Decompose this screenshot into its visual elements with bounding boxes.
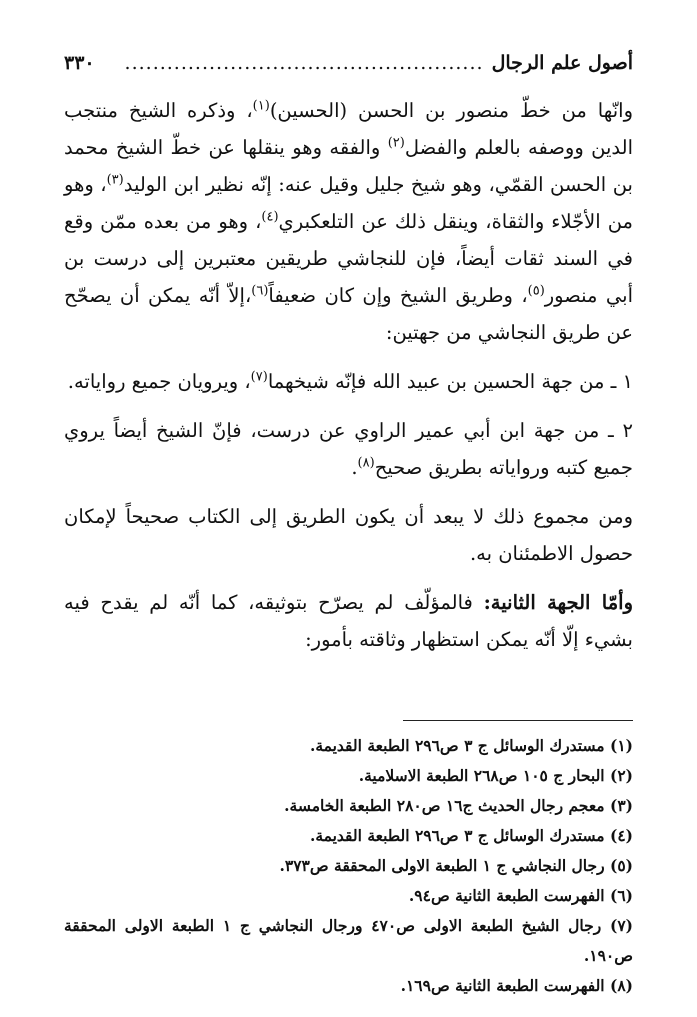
running-title: أصول علم الرجال: [491, 52, 633, 74]
text-run: ، ويرويان جميع رواياته.: [67, 370, 251, 393]
paragraph: [64, 363, 633, 400]
footnote-reference: (٥): [527, 283, 545, 299]
section-lead: وأمّا الجهة الثانية:: [483, 591, 633, 614]
footnote-reference: (٣): [106, 172, 124, 188]
text-run: ،إلاّ أنّه يمكن أن يصحّح عن طريق النجاشي من جهتين:: [64, 284, 633, 344]
footnote: (٦) الفهرست الطبعة الثانية ص٩٤.: [408, 886, 633, 905]
footnote: (٤) مستدرك الوسائل ج ٣ ص٢٩٦ الطبعة القديمة.: [309, 826, 633, 845]
main-text: [64, 92, 633, 658]
footnote: (٧) رجال الشيخ الطبعة الاولى ص٤٧٠ ورجال النجاشي ج ١ الطبعة الاولى المحققة ص١٩٠.: [64, 916, 633, 965]
page-number: ٣٣٠: [64, 52, 95, 74]
text-run: .: [351, 456, 358, 479]
paragraph: [64, 584, 633, 658]
footnote-separator: [403, 720, 633, 721]
text-run: والفقه وهو ينقلها عن خطّ الشيخ محمد بن الحسن القمّي، وهو شيخ جليل وقيل عنه: إنّه نظير ابن الوليد: [64, 136, 633, 196]
footnote-reference: (٢): [387, 135, 405, 151]
footnote-reference: (٨): [357, 455, 375, 471]
text-run: ، وهو من بعده ممّن وقع في السند ثقات أيضاً، فإن للنجاشي طريقين معتبرين إلى درست بن أبي منصور: [64, 210, 633, 307]
footnote: (٣) معجم رجال الحديث ج١٦ ص٢٨٠ الطبعة الخامسة.: [284, 796, 633, 815]
page-header: [64, 52, 633, 86]
text-run: وانّها من خطّ منصور بن الحسن (الحسين): [269, 99, 633, 122]
paragraph: [64, 92, 633, 351]
text-run: ، وهو من الأجّلاء والثقاة، وينقل ذلك عن التلعكبري: [64, 173, 633, 233]
footnotes: [64, 731, 633, 1001]
text-run: ، وذكره الشيخ منتجب الدين ووصفه بالعلم والفضل: [64, 99, 633, 159]
footnote: (٥) رجال النجاشي ج ١ الطبعة الاولى المحققة ص٣٧٣.: [279, 856, 633, 875]
footnote-reference: (٤): [261, 209, 279, 225]
footnote-reference: (٧): [250, 369, 268, 385]
footnote-reference: (١): [252, 98, 270, 114]
footnote: (١) مستدرك الوسائل ج ٣ ص٢٩٦ الطبعة القديمة.: [309, 736, 633, 755]
text-run: ١ ـ من جهة الحسين بن عبيد الله فإنّه شيخهما: [267, 370, 633, 393]
text-run: ، وطريق الشيخ وإن كان ضعيفاً: [268, 284, 528, 307]
paragraph: [64, 498, 633, 572]
footnote: (٢) البحار ج ١٠٥ ص٢٦٨ الطبعة الاسلامية.: [358, 766, 633, 785]
header-dot-leader: ...................................................: [124, 52, 484, 74]
text-run: ومن مجموع ذلك لا يبعد أن يكون الطريق إلى الكتاب صحيحاً لإمكان حصول الاطمئنان به.: [64, 505, 633, 565]
paragraph: [64, 412, 633, 486]
footnote-reference: (٦): [251, 283, 269, 299]
footnote: (٨) الفهرست الطبعة الثانية ص١٦٩.: [400, 976, 633, 995]
text-run: ٢ ـ من جهة ابن أبي عمير الراوي عن درست، فإنّ الشيخ أيضاً يروي جميع كتبه ورواياته بطريق صحيح: [64, 419, 633, 479]
text-run: فالمؤلّف لم يصرّح بتوثيقه، كما أنّه لم يقدح فيه بشيء إلّا أنّه يمكن استظهار وثاقته بأمور:: [64, 591, 633, 651]
